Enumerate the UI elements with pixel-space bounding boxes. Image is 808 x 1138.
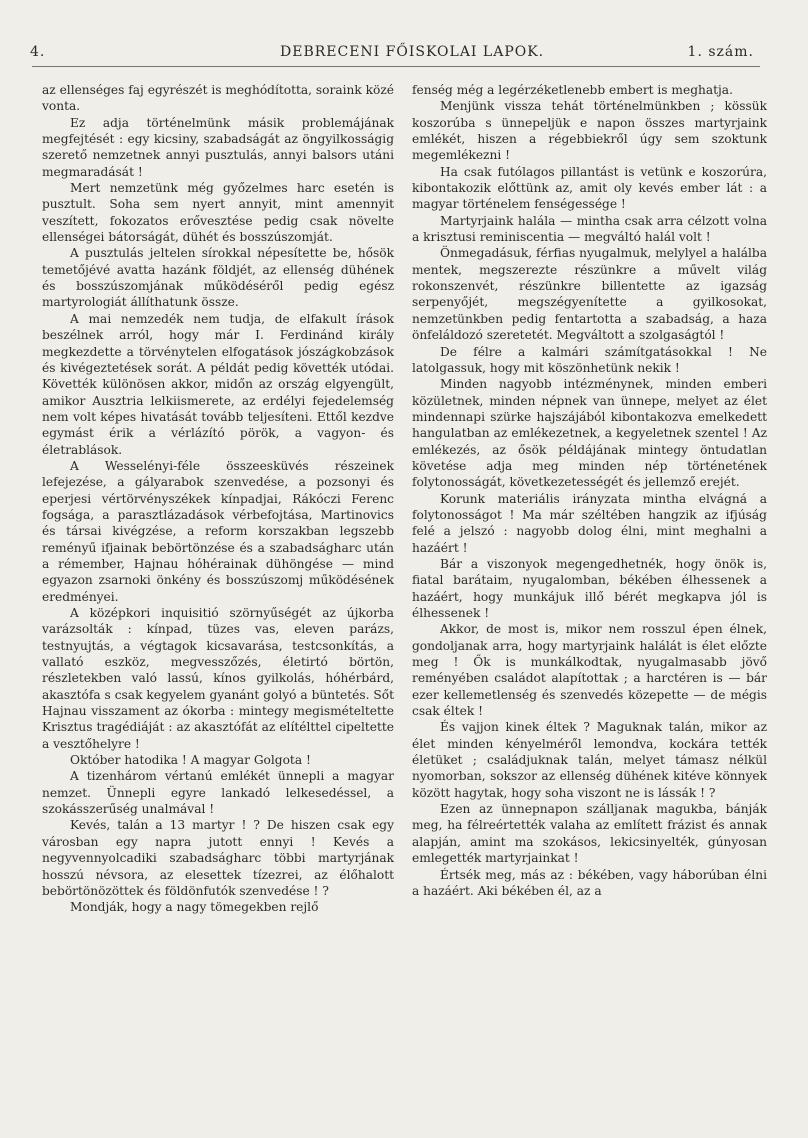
page-header xyxy=(30,44,772,66)
paragraph: A középkori inquisitió szörnyűségét az újkorba varázsolták : kínpad, tüzes vas, eleven parázs, testnyujtás, a végtagok kicsavarása, testcsonkítás, a vallató eszköz, megvesszőzés, életirtó börtön, részletekben való lassú, kínos gyilkolás, hóhérbárd, akasztófa s csak kegyelem gyanánt golyó a büntetés. Sőt Hajnau visszament az ókorba : mintegy megismételtette Krisztus tragédiáját : az akasztófát az elítélttel cipeltette a vesztőhelyre ! xyxy=(42,606,394,751)
paragraph: Ezen az ünnepnapon szálljanak magukba, bánják meg, ha félreértették valaha az említett frázist és annak alapján, amint ma szokásos, lekicsinyelték, gúnyosan emlegették martyrjainkat ! xyxy=(412,802,767,866)
paragraph: Korunk materiális irányzata mintha elvágná a folytonosságot ! Ma már széltében hangzik az ifjúság felé a jelszó : nagyobb dolog élni, mint meghalni a hazáért ! xyxy=(412,491,767,555)
paragraph: A tizenhárom vértanú emlékét ünnepli a magyar nemzet. Ünnepli egyre lankadó lelkesedéssel, a szokásszerűség unalmával ! xyxy=(42,769,394,817)
paragraph: Mert nemzetünk még győzelmes harc esetén is pusztult. Soha sem nyert annyit, mint amennyit veszített, fokozatos erővesztése pedig csak növelte ellenségei bátorságát, dühét és bosszúszomját. xyxy=(42,181,394,245)
paragraph: Kevés, talán a 13 martyr ! ? De hiszen csak egy városban egy napra jutott ennyi ! Kevés a negyvennyolcadiki szabadságharc többi martyrjának hosszú névsora, az elesettek tízezrei, az élőhalott bebörtönözöttek és földönfutók szenvedése ! ? xyxy=(42,818,394,898)
paragraph: Mondják, hogy a nagy tömegekben rejlő xyxy=(70,900,319,915)
paragraph: az ellenséges faj egyrészét is meghódította, soraink közé vonta. xyxy=(42,83,394,114)
paragraph: Ha csak futólagos pillantást is vetünk e koszorúra, kibontakozik előttünk az, amit oly kevés ember lát : a magyar történelem fenségessége ! xyxy=(412,164,767,212)
paragraph: És vajjon kinek éltek ? Maguknak talán, mikor az élet minden kényelméről lemondva, kockára tették életüket ; családjuknak talán, melyet támasz nélkül nyomorban, sokszor az ellenség dühének kitéve könnyek között hagytak, hogy soha viszont ne is lássák ! ? xyxy=(412,720,767,800)
paragraph: Akkor, de most is, mikor nem rosszul épen élnek, gondoljanak arra, hogy martyrjaink halálát is élet előzte meg ! Ők is munkálkodtak, nyugalmasabb jövő reményében családot alapítottak ; a harctéren is — bár ezer kellemetlenség és szenvedés közepette — de mégis csak éltek ! xyxy=(412,622,767,719)
paragraph: Menjünk vissza tehát történelmünkben ; kössük koszorúba s ünnepeljük e napon összes martyrjaink emlékét, hiszen a régebbiekről úgy sem szoktunk megemlékezni ! xyxy=(412,99,767,163)
paragraph: Értsék meg, más az : békében, vagy háborúban élni a hazáért. Aki békében él, az a xyxy=(412,867,767,898)
paragraph: fenség még a legérzéketlenebb embert is meghatja. xyxy=(412,83,733,97)
page-number: 4. xyxy=(30,44,46,60)
journal-title: DEBRECENI FŐISKOLAI LAPOK. xyxy=(280,44,545,60)
left-column xyxy=(42,82,394,916)
paragraph: Minden nagyobb intézménynek, minden emberi közületnek, minden népnek van ünnepe, melyet az élet mindennapi szürke hajszájából kibontakozva emelkedett hangulatban az emlékezetnek, a kegyeletnek szentel ! Az emlékezés, az ősök példájának mintegy öntudatlan követése adja meg minden nép történetének folytonosságát, következetességét és jellemző erejét. xyxy=(412,377,767,490)
paragraph: Önmegadásuk, férfias nyugalmuk, melylyel a halálba mentek, megszerezte részünkre a művelt világ rokonszenvét, részünkre billentette az igazság serpenyőjét, megszégyenítette a gyilkosokat, nemzetünkben pedig fentartotta a szabadság, a haza önfeláldozó szeretetét. Megváltott a szolgaságtól ! xyxy=(412,246,767,343)
issue-number: 1. szám. xyxy=(687,44,754,60)
paragraph: Martyrjaink halála — mintha csak arra célzott volna a krisztusi reminiscentia — megváltó halál volt ! xyxy=(412,213,767,245)
paragraph: Október hatodika ! A magyar Golgota ! xyxy=(70,753,311,768)
paragraph: A Wesselényi-féle összeesküvés részeinek lefejezése, a gályarabok szenvedése, a pozsonyi és eperjesi vértörvényszékek kínpadjai, Rákóczi Ferenc fogsága, a parasztlázadások vérbefojtása, Martinovics és társai kivégzése, a reform korszakban legszebb reményű ifjainak bebörtönzése és a szabadságharc után a rémember, Hajnau hóhérainak dühöngése — mind egyazon zsarnoki önkény és bosszúszomj működésének eredményei. xyxy=(42,458,394,604)
paragraph: Ez adja történelmünk másik problemájának megfejtését : egy kicsiny, szabadságát az öngyilkosságig szerető nemzetnek annyi pusztulás, annyi balsors utáni megmaradását ! xyxy=(42,115,394,179)
header-rule xyxy=(32,66,760,67)
paragraph: A mai nemzedék nem tudja, de elfakult írások beszélnek arról, hogy már I. Ferdinánd király megkezdette a törvénytelen elfogatások jószágkobzások és kivégeztetések sorát. A példát pedig követték utódai. Követték különösen akkor, midőn az ország elgyengült, amikor Ausztria lelkiismerete, az erdélyi fejedelemség nem volt képes hivatását tovább teljesíteni. Ettől kezdve egymást érik a vérlázító pörök, a vagyon- és életrablások. xyxy=(42,311,394,457)
paragraph: Bár a viszonyok megengedhetnék, hogy önök is, fiatal barátaim, nyugalomban, békében élhessenek a hazáért, hogy munkájuk illő bérét megkapva jól is élhessenek ! xyxy=(412,556,767,620)
paragraph: De félre a kalmári számítgatásokkal ! Ne latolgassuk, hogy mit köszönhetünk nekik ! xyxy=(412,344,767,375)
right-column xyxy=(412,82,767,899)
paragraph: A pusztulás jeltelen sírokkal népesítette be, hősök temetőjévé avatta hazánk földjét, az ellenség dühének és bosszúszomjának működéséről pedig egész martyrologiát állíthatunk össze. xyxy=(42,246,394,310)
